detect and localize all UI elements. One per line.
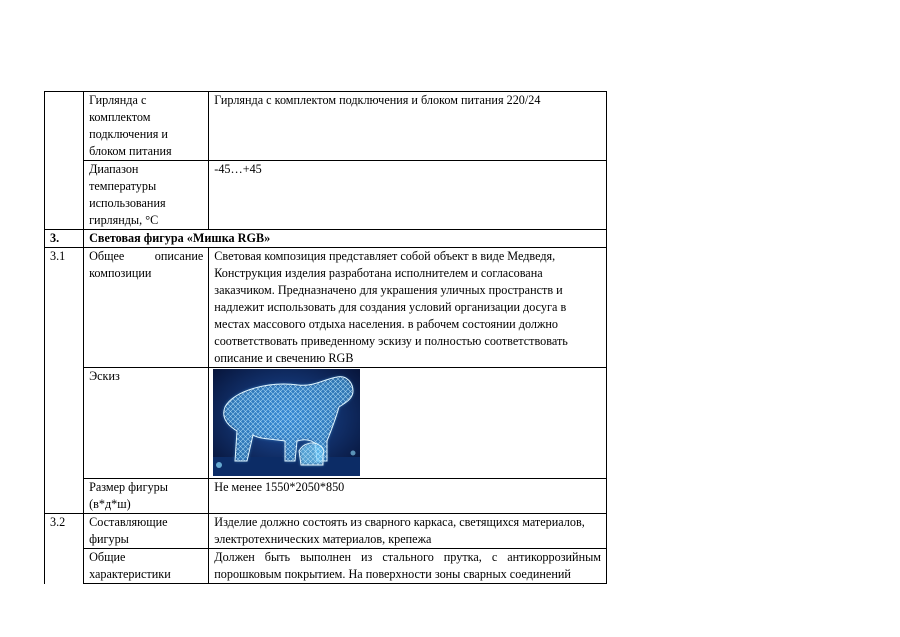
description-text: Световая композиция представляет собой объект в виде Медведя, Конструкция изделия разработана исполнителем и согласована заказчиком. Предназначено для украшения уличных пространств и надлежит использовать для создания условий организации досуга в местах массового отдыха населения. в рабочем состоянии должно соответствовать приведенному эскизу и полностью соответствовать описание и свечению RGB <box>209 248 607 368</box>
size-value: Не менее 1550*2050*850 <box>209 479 607 514</box>
section-header-row <box>45 230 607 248</box>
row-value: Гирлянда с комплектом подключения и блоком питания 220/24 <box>209 92 607 161</box>
components-label: Составляющие фигуры <box>84 514 209 549</box>
sketch-cell <box>209 368 607 479</box>
table-row <box>45 549 607 584</box>
components-value: Изделие должно состоять из сварного каркаса, светящихся материалов, электротехнических материалов, крепежа <box>209 514 607 549</box>
table-row <box>45 92 607 161</box>
section-number: 3. <box>45 230 84 248</box>
description-label: Общее описание композиции <box>84 248 209 368</box>
glowing-bear-figure-photo <box>213 369 360 476</box>
general-value: Должен быть выполнен из стального прутка, с антикоррозийным порошковым покрытием. На поверхности зоны сварных соединений <box>209 549 607 584</box>
row-value: -45…+45 <box>209 161 607 230</box>
sketch-label: Эскиз <box>84 368 209 479</box>
table-row <box>45 514 607 549</box>
section-title: Световая фигура «Мишка RGB» <box>84 230 607 248</box>
number-cell-empty <box>45 92 84 230</box>
row-name: Диапазон температуры использования гирлянды, °С <box>84 161 209 230</box>
row-name: Гирлянда с комплектом подключения и блоком питания <box>84 92 209 161</box>
subsection-number: 3.1 <box>45 248 84 514</box>
table-row <box>45 161 607 230</box>
subsection-number: 3.2 <box>45 514 84 584</box>
table-row <box>45 368 607 479</box>
general-label: Общие характеристики <box>84 549 209 584</box>
table-row <box>45 479 607 514</box>
table-row <box>45 248 607 368</box>
size-label: Размер фигуры (в*д*ш) <box>84 479 209 514</box>
specification-table <box>44 91 607 584</box>
